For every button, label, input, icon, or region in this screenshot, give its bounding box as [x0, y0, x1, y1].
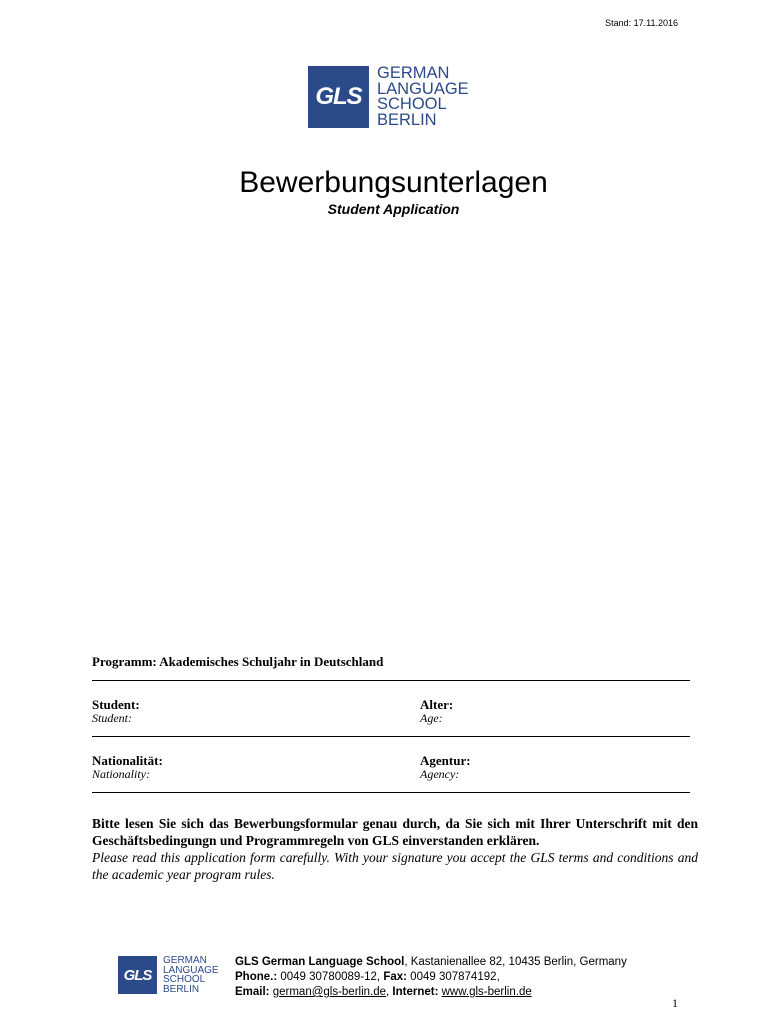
gls-logo: [308, 66, 469, 128]
email-label: Email:: [235, 986, 270, 998]
nationality-label-en: Nationality:: [92, 767, 150, 781]
program-field: Programm: Akademisches Schuljahr in Deutschland: [92, 654, 384, 669]
stand-date: Stand: 17.11.2016: [605, 18, 678, 28]
logo-line: BERLIN: [163, 983, 200, 995]
footer-address: , Kastanienallee 82, 10435 Berlin, Germany: [404, 956, 627, 968]
nationality-label: Nationalität:: [92, 753, 163, 768]
logo-line: LANGUAGE: [163, 964, 219, 976]
gls-logo-text: [377, 66, 469, 128]
footer-phone-line: [235, 970, 627, 985]
separator: ,: [386, 986, 393, 998]
fax-number: 0049 307874192,: [406, 971, 500, 983]
logo-line: GERMAN: [377, 64, 450, 82]
divider: [92, 792, 690, 793]
internet-label: Internet:: [392, 986, 439, 998]
agency-label: Agentur:: [420, 753, 471, 768]
page-subtitle: Student Application: [327, 201, 460, 217]
website-link[interactable]: www.gls-berlin.de: [441, 986, 532, 998]
logo-line: SCHOOL: [377, 95, 447, 113]
phone-number: 0049 30780089-12,: [277, 971, 384, 983]
footer-logo-text: [163, 956, 219, 994]
footer-org-name: GLS German Language School: [235, 956, 405, 968]
divider: [92, 680, 690, 681]
fax-label: Fax:: [383, 971, 407, 983]
logo-line: GERMAN: [163, 955, 207, 966]
gls-logo-mark: GLS: [308, 66, 369, 128]
phone-label: Phone.:: [235, 971, 278, 983]
age-label-en: Age:: [420, 711, 443, 725]
agency-label-en: Agency:: [420, 767, 460, 781]
notice-german: Bitte lesen Sie sich das Bewerbungsformular genau durch, da Sie sich mit Ihrer Unterschrift mit den Geschäftsbedingungn und Programmregeln von GLS einverstanden erklären.: [92, 816, 698, 848]
footer-web-line: [235, 985, 627, 1000]
page-number: 1: [672, 996, 678, 1010]
logo-line: BERLIN: [377, 110, 437, 129]
student-label-en: Student:: [92, 711, 132, 725]
student-label: Student:: [92, 697, 140, 712]
footer-logo-mark: GLS: [118, 956, 157, 994]
application-notice: [92, 815, 698, 883]
divider: [92, 736, 690, 737]
age-label: Alter:: [420, 697, 454, 712]
notice-english: Please read this application form carefully. With your signature you accept the GLS terms and conditions and the academic year program rules.: [92, 850, 698, 882]
logo-line: LANGUAGE: [377, 79, 469, 98]
footer-gls-logo: [118, 956, 219, 994]
logo-line: SCHOOL: [163, 974, 206, 985]
footer-address-line: [235, 955, 627, 970]
page-title: Bewerbungsunterlagen: [239, 166, 548, 199]
email-link[interactable]: german@gls-berlin.de: [272, 986, 387, 998]
footer-contact: [235, 955, 627, 1000]
